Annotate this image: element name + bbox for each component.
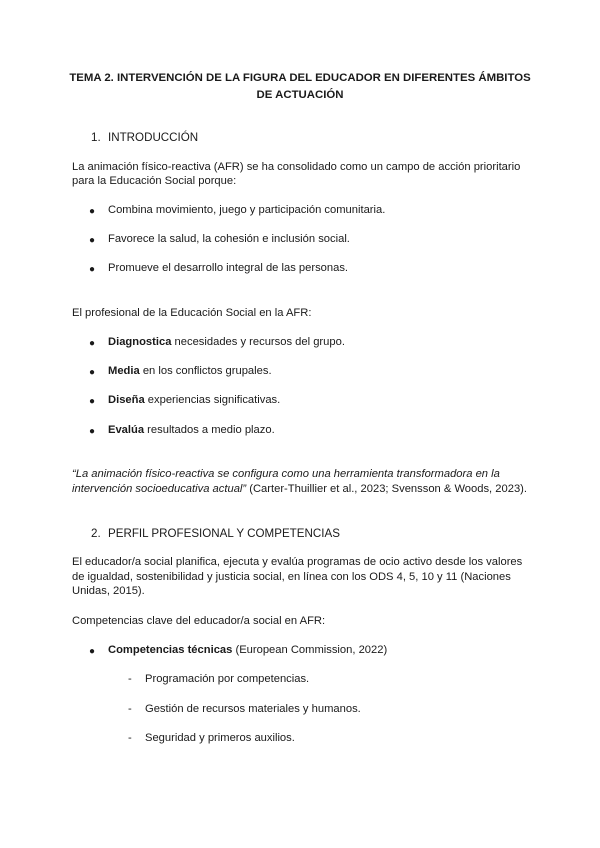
role-text	[108, 336, 345, 348]
role-keyword: Diagnostica	[108, 336, 172, 348]
bullet-icon: ●	[89, 396, 96, 407]
document-title-line-1: TEMA 2. INTERVENCIÓN DE LA FIGURA DEL EDUCADOR EN DIFERENTES ÁMBITOS	[69, 72, 531, 84]
bullet-icon: ●	[89, 646, 96, 657]
competency-text	[108, 644, 387, 656]
profile-paragraph-line-3: Unidas, 2015).	[72, 585, 145, 597]
intro-paragraph-line-1: La animación físico-reactiva (AFR) se ha consolidado como un campo de acción prioritario	[72, 161, 521, 173]
document-title-line-2: DE ACTUACIÓN	[256, 89, 344, 101]
dash-icon: -	[128, 703, 132, 715]
bullet-text: Combina movimiento, juego y participación comunitaria.	[108, 204, 386, 216]
role-description: necesidades y recursos del grupo.	[171, 336, 345, 348]
role-keyword: Media	[108, 365, 140, 377]
section-2-heading: PERFIL PROFESIONAL Y COMPETENCIAS	[108, 527, 340, 540]
quote-italic-text: “La animación físico-reactiva se configura como una herramienta transformadora en la	[72, 468, 500, 480]
profile-paragraph-line-1: El educador/a social planifica, ejecuta y evalúa programas de ocio activo desde los valores	[72, 556, 523, 568]
competencies-intro: Competencias clave del educador/a social en AFR:	[72, 615, 326, 627]
dash-icon: -	[128, 673, 132, 685]
dash-icon: -	[128, 732, 132, 744]
role-text	[108, 424, 275, 436]
intro-paragraph-line-2: para la Educación Social porque:	[72, 175, 237, 187]
quote-italic-text: intervención socioeducativa actual”	[72, 483, 247, 495]
bullet-text: Favorece la salud, la cohesión e inclusión social.	[108, 233, 350, 245]
bullet-icon: ●	[89, 426, 96, 437]
quote-citation: (Carter-Thuillier et al., 2023; Svensson & Woods, 2023).	[246, 483, 527, 495]
role-keyword: Diseña	[108, 394, 145, 406]
role-description: experiencias significativas.	[144, 394, 281, 406]
role-keyword: Evalúa	[108, 424, 145, 436]
role-description: en los conflictos grupales.	[139, 365, 272, 377]
profile-paragraph-line-2: de igualdad, sostenibilidad y justicia social, en línea con los ODS 4, 5, 10 y 11 (Naciones	[72, 571, 511, 583]
role-description: resultados a medio plazo.	[144, 424, 275, 436]
section-2-number: 2.	[91, 527, 101, 540]
competency-title: Competencias técnicas	[108, 644, 233, 656]
quote-line-1	[72, 468, 500, 480]
bullet-icon: ●	[89, 235, 96, 246]
bullet-text: Promueve el desarrollo integral de las personas.	[108, 262, 349, 274]
competency-citation: (European Commission, 2022)	[232, 644, 388, 656]
subitem-text: Seguridad y primeros auxilios.	[145, 732, 295, 744]
subitem-text: Programación por competencias.	[145, 673, 310, 685]
bullet-icon: ●	[89, 338, 96, 349]
quote-line-2	[72, 483, 527, 495]
role-text	[108, 394, 280, 406]
professional-intro: El profesional de la Educación Social en la AFR:	[72, 307, 312, 319]
role-text	[108, 365, 272, 377]
bullet-icon: ●	[89, 367, 96, 378]
bullet-icon: ●	[89, 206, 96, 217]
section-1-number: 1.	[91, 131, 101, 144]
bullet-icon: ●	[89, 264, 96, 275]
section-1-heading: INTRODUCCIÓN	[108, 131, 199, 144]
subitem-text: Gestión de recursos materiales y humanos.	[145, 703, 361, 715]
